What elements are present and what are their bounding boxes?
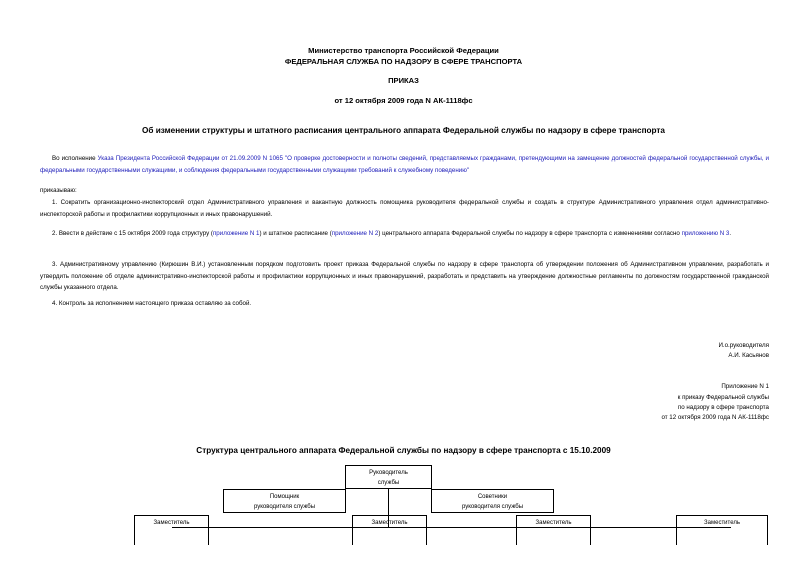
signature-name: А.И. Касьянов [728,352,769,359]
appendix-1-link[interactable]: приложение N 1 [212,230,260,237]
assistant-label-1: Помощник [269,494,300,500]
item-2-text-b: ) и штатное расписание ( [259,230,332,237]
deputy-box-2 [352,515,427,545]
document-type: ПРИКАЗ [388,76,419,85]
document-date-number: от 12 октября 2009 года N АК-1118фс [334,96,473,105]
signature-position: И.о.руководителя [718,342,769,349]
deputy-label-2: Заместитель [371,520,408,526]
document-subject: Об изменении структуры и штатного расписания центрального аппарата Федеральной службы по надзору в сфере транспорта [142,126,665,135]
item-2 [40,228,769,240]
deputy-label-1: Заместитель [153,520,190,526]
assistant-box [223,489,346,513]
appendix-line-2: к приказу Федеральной службы [677,394,769,401]
preamble [40,153,769,176]
item-3: 3. Административному управлению (Кирюшин В.И.) установленным порядком подготовить проект приказа Федеральной службы по надзору в сфере транспорта об утверждении положения об Административном управлении, разработать и утвердить положение об отделе административно-инспекторской работы и профилактики коррупционных и иных правонарушений, разработать и представить на утверждение должностные регламенты по должностям государственной гражданской службы указанного отдела. [40,261,769,291]
advisers-label-1: Советники [477,494,508,500]
deputy-box-3 [516,515,591,545]
item-4: 4. Контроль за исполнением настоящего приказа оставляю за собой. [52,300,252,307]
structure-title: Структура центрального аппарата Федеральной службы по надзору в сфере транспорта с 15.10.2009 [196,446,611,455]
assistant-label-2: руководителя службы [253,504,316,510]
appendix-2-link[interactable]: приложение N 2 [331,230,379,237]
head-box [345,465,432,489]
item-2-text-d: . [729,230,732,237]
appendix-3-link[interactable]: приложению N 3 [681,230,730,237]
preamble-intro: Во исполнение [52,155,98,162]
service-name: ФЕДЕРАЛЬНАЯ СЛУЖБА ПО НАДЗОРУ В СФЕРЕ ТРАНСПОРТА [284,57,523,66]
advisers-box [431,489,554,513]
decree-link[interactable]: Указа Президента Российской Федерации от 21.09.2009 N 1065 "О проверке достоверности и полноты сведений, представляемых гражданами, претендующими на замещение должностей федеральной государственной службы, и федеральными государственными служащими, и соблюдения федеральными государственными служащими требований к служебному поведению" [40,155,770,174]
connector-horizontal [172,527,731,528]
item-2-text-a: 2. Ввести в действие с 15 октября 2009 года структуру ( [52,230,213,237]
deputy-label-4: Заместитель [704,520,740,526]
deputy-box-4 [676,515,768,545]
ministry-name: Министерство транспорта Российской Федерации [308,46,499,55]
deputy-box-1 [134,515,209,545]
head-label-1: Руководитель [369,470,408,476]
order-word: приказываю: [40,187,77,194]
appendix-line-4: от 12 октября 2009 года N АК-1118фс [661,414,769,421]
head-label-2: службы [377,480,400,486]
advisers-label-2: руководителя службы [461,504,524,510]
appendix-line-3: по надзору в сфере транспорта [677,404,769,411]
deputy-label-3: Заместитель [535,520,572,526]
appendix-line-1: Приложение N 1 [721,383,769,390]
item-1: 1. Сократить организационно-инспекторский отдел Административного управления и вакантную должность помощника руководителя федеральной службы и создать в структуре Административного управления отдел административно-инспекторской работы и профилактики коррупционных и иных правонарушений. [40,199,769,218]
item-2-text-c: ) центрального аппарата Федеральной службы по надзору в сфере транспорта с изменениями согласно [378,230,682,237]
